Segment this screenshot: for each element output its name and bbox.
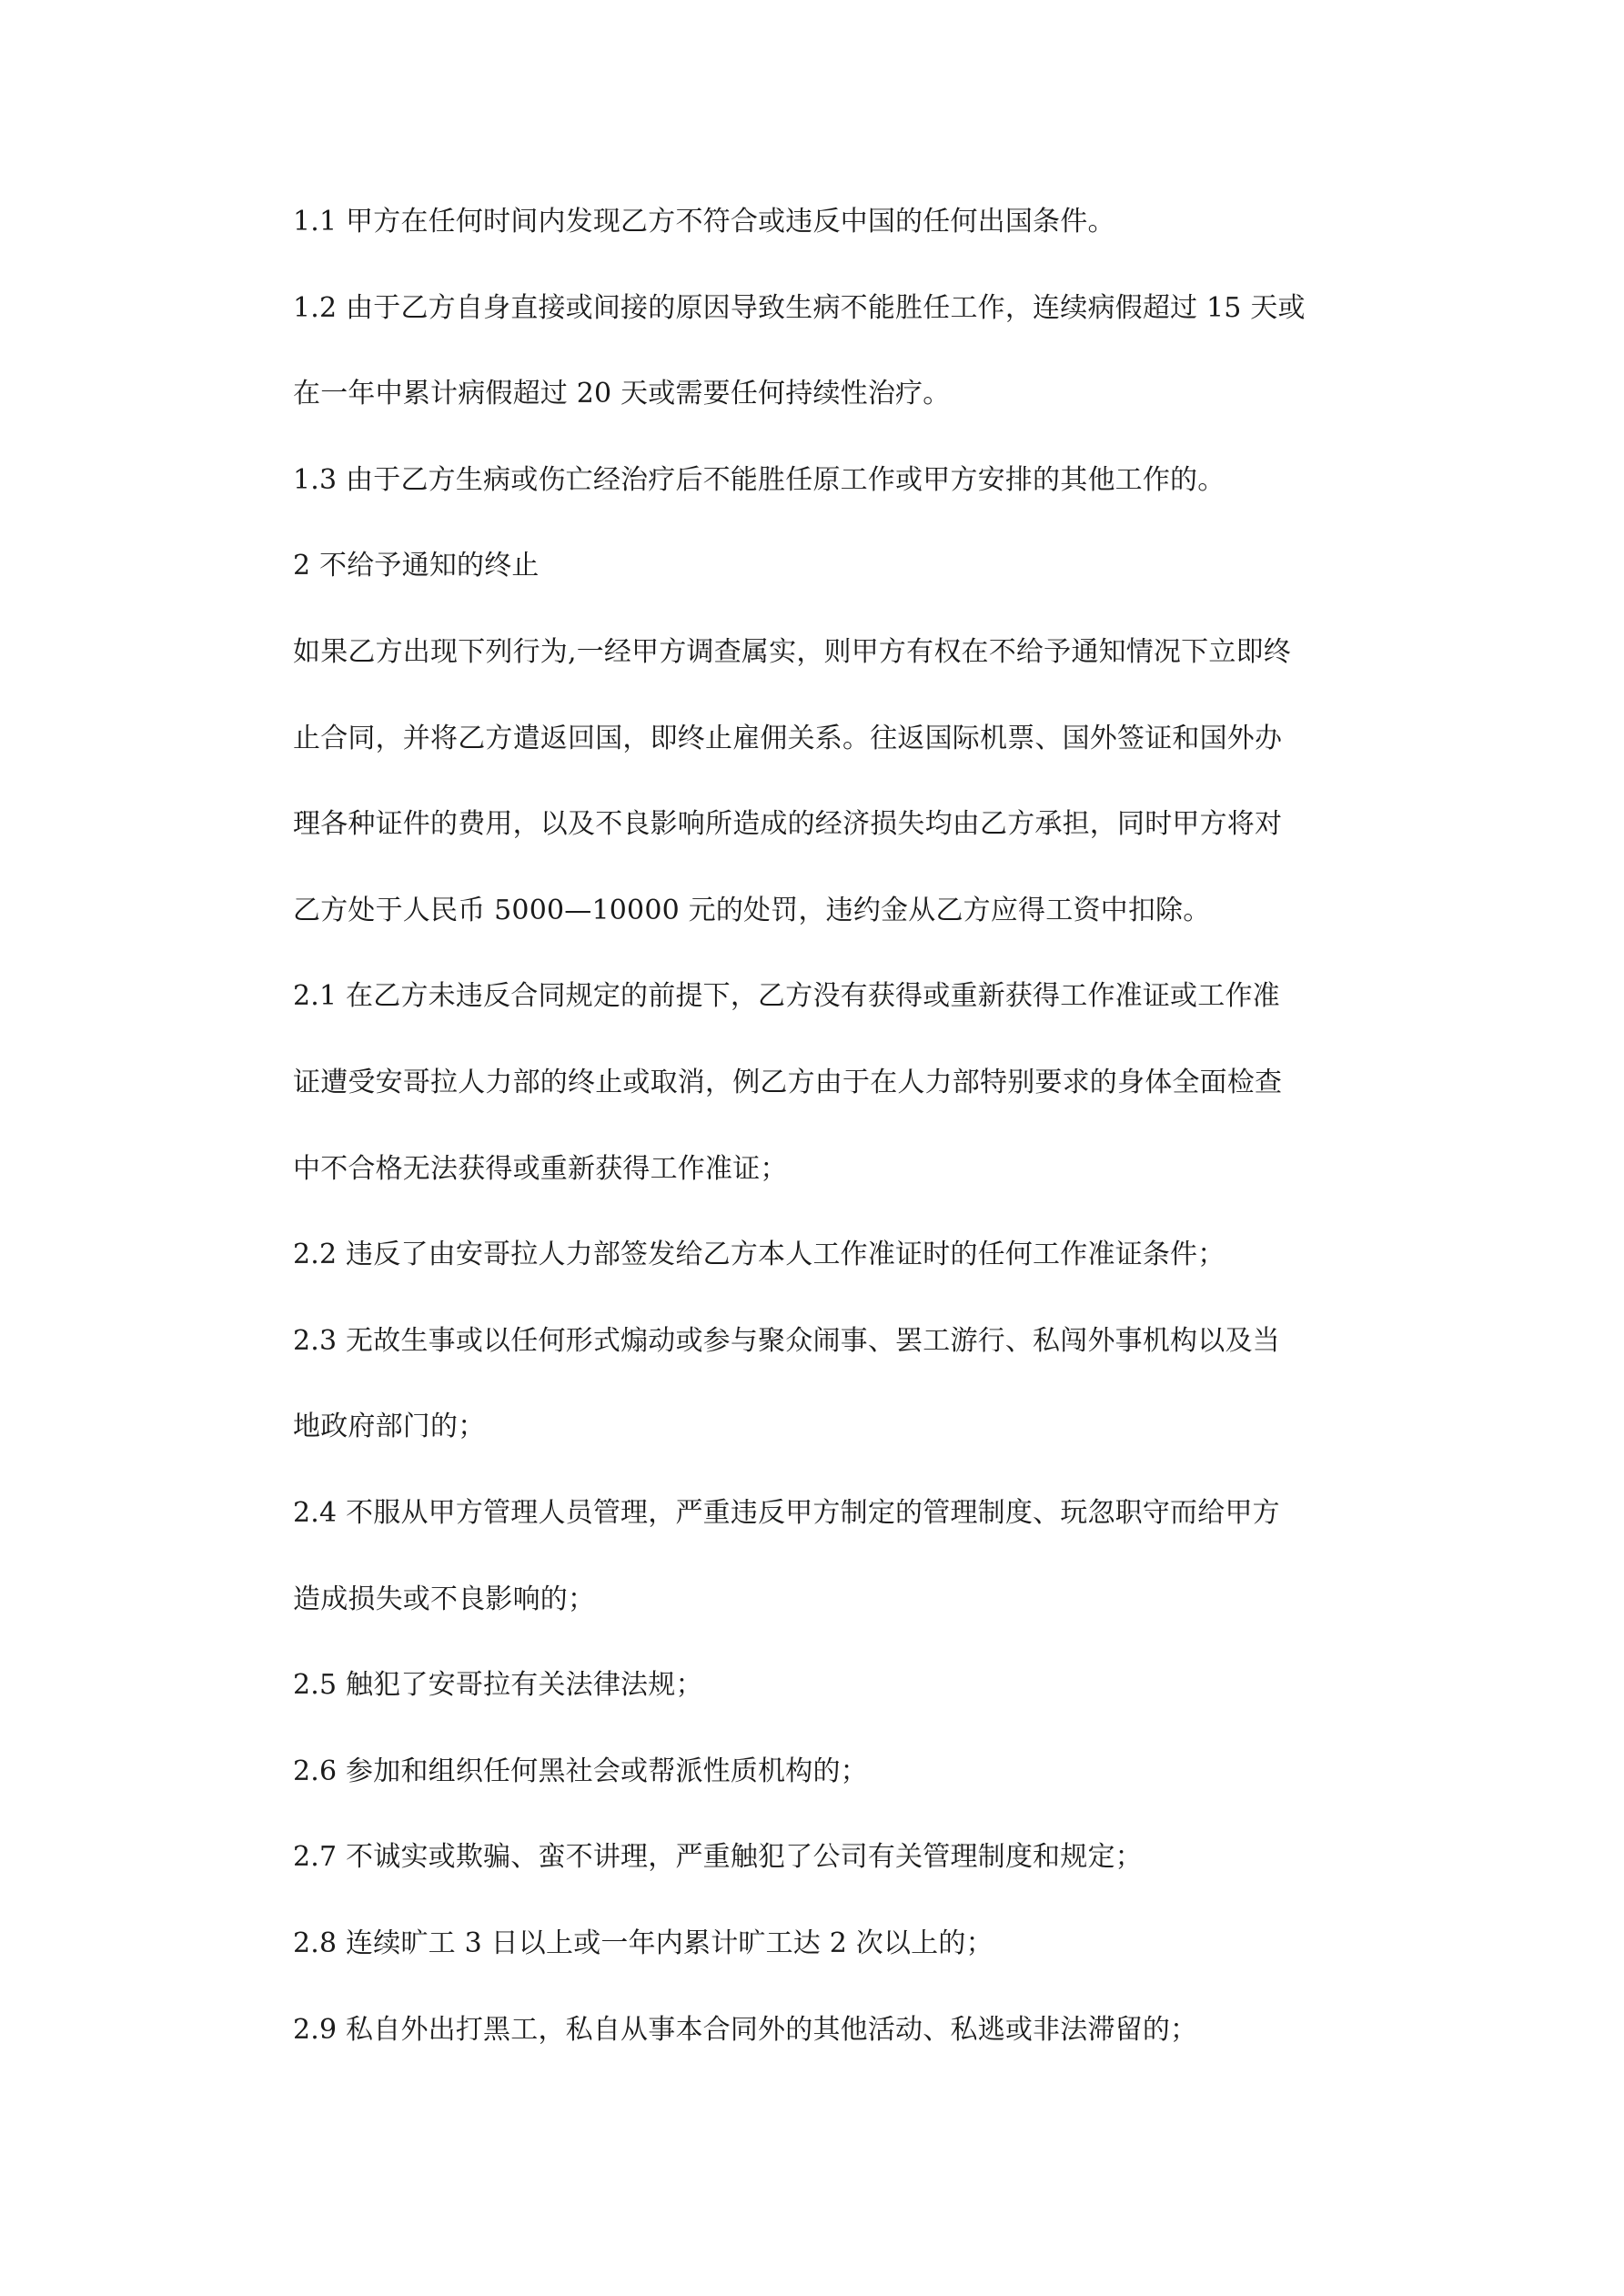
clause-2-3-line-1: 2.3 无故生事或以任何形式煽动或参与聚众闹事、罢工游行、私闯外事机构以及当 <box>293 1325 1280 1357</box>
clause-2-5: 2.5 触犯了安哥拉有关法律法规； <box>293 1669 703 1701</box>
clause-1-2-line-2: 在一年中累计病假超过 20 天或需要任何持续性治疗。 <box>293 378 951 410</box>
clause-2-3-line-2: 地政府部门的； <box>293 1411 486 1442</box>
clause-2-1-line-1: 2.1 在乙方未违反合同规定的前提下，乙方没有获得或重新获得工作准证或工作准 <box>293 980 1280 1012</box>
clause-2-4-line-1: 2.4 不服从甲方管理人员管理，严重违反甲方制定的管理制度、玩忽职守而给甲方 <box>293 1497 1280 1529</box>
clause-2-7: 2.7 不诚实或欺骗、蛮不讲理，严重触犯了公司有关管理制度和规定； <box>293 1841 1143 1873</box>
section-2-paragraph-line-4: 乙方处于人民币 5000—10000 元的处罚，违约金从乙方应得工资中扣除。 <box>293 895 1211 926</box>
clause-2-1-line-3: 中不合格无法获得或重新获得工作准证； <box>293 1153 788 1185</box>
clause-1-2-line-1: 1.2 由于乙方自身直接或间接的原因导致生病不能胜任工作，连续病假超过 15 天或 <box>293 292 1306 324</box>
clause-2-6: 2.6 参加和组织任何黑社会或帮派性质机构的； <box>293 1755 868 1787</box>
section-2-heading: 2 不给予通知的终止 <box>293 550 540 582</box>
clause-2-1-line-2: 证遭受安哥拉人力部的终止或取消，例乙方由于在人力部特别要求的身体全面检查 <box>293 1067 1283 1098</box>
clause-2-8: 2.8 连续旷工 3 日以上或一年内累计旷工达 2 次以上的； <box>293 1927 994 1959</box>
section-2-paragraph-line-3: 理各种证件的费用，以及不良影响所造成的经济损失均由乙方承担，同时甲方将对 <box>293 808 1283 840</box>
section-2-paragraph-line-2: 止合同，并将乙方遣返回国，即终止雇佣关系。往返国际机票、国外签证和国外办 <box>293 723 1283 754</box>
section-2-paragraph-line-1: 如果乙方出现下列行为,一经甲方调查属实，则甲方有权在不给予通知情况下立即终 <box>293 636 1291 668</box>
clause-1-3: 1.3 由于乙方生病或伤亡经治疗后不能胜任原工作或甲方安排的其他工作的。 <box>293 464 1226 496</box>
clause-1-1: 1.1 甲方在任何时间内发现乙方不符合或违反中国的任何出国条件。 <box>293 206 1115 238</box>
clause-2-2: 2.2 违反了由安哥拉人力部签发给乙方本人工作准证时的任何工作准证条件； <box>293 1239 1226 1270</box>
clause-2-4-line-2: 造成损失或不良影响的； <box>293 1583 596 1615</box>
clause-2-9: 2.9 私自外出打黑工，私自从事本合同外的其他活动、私逃或非法滞留的； <box>293 2014 1198 2046</box>
